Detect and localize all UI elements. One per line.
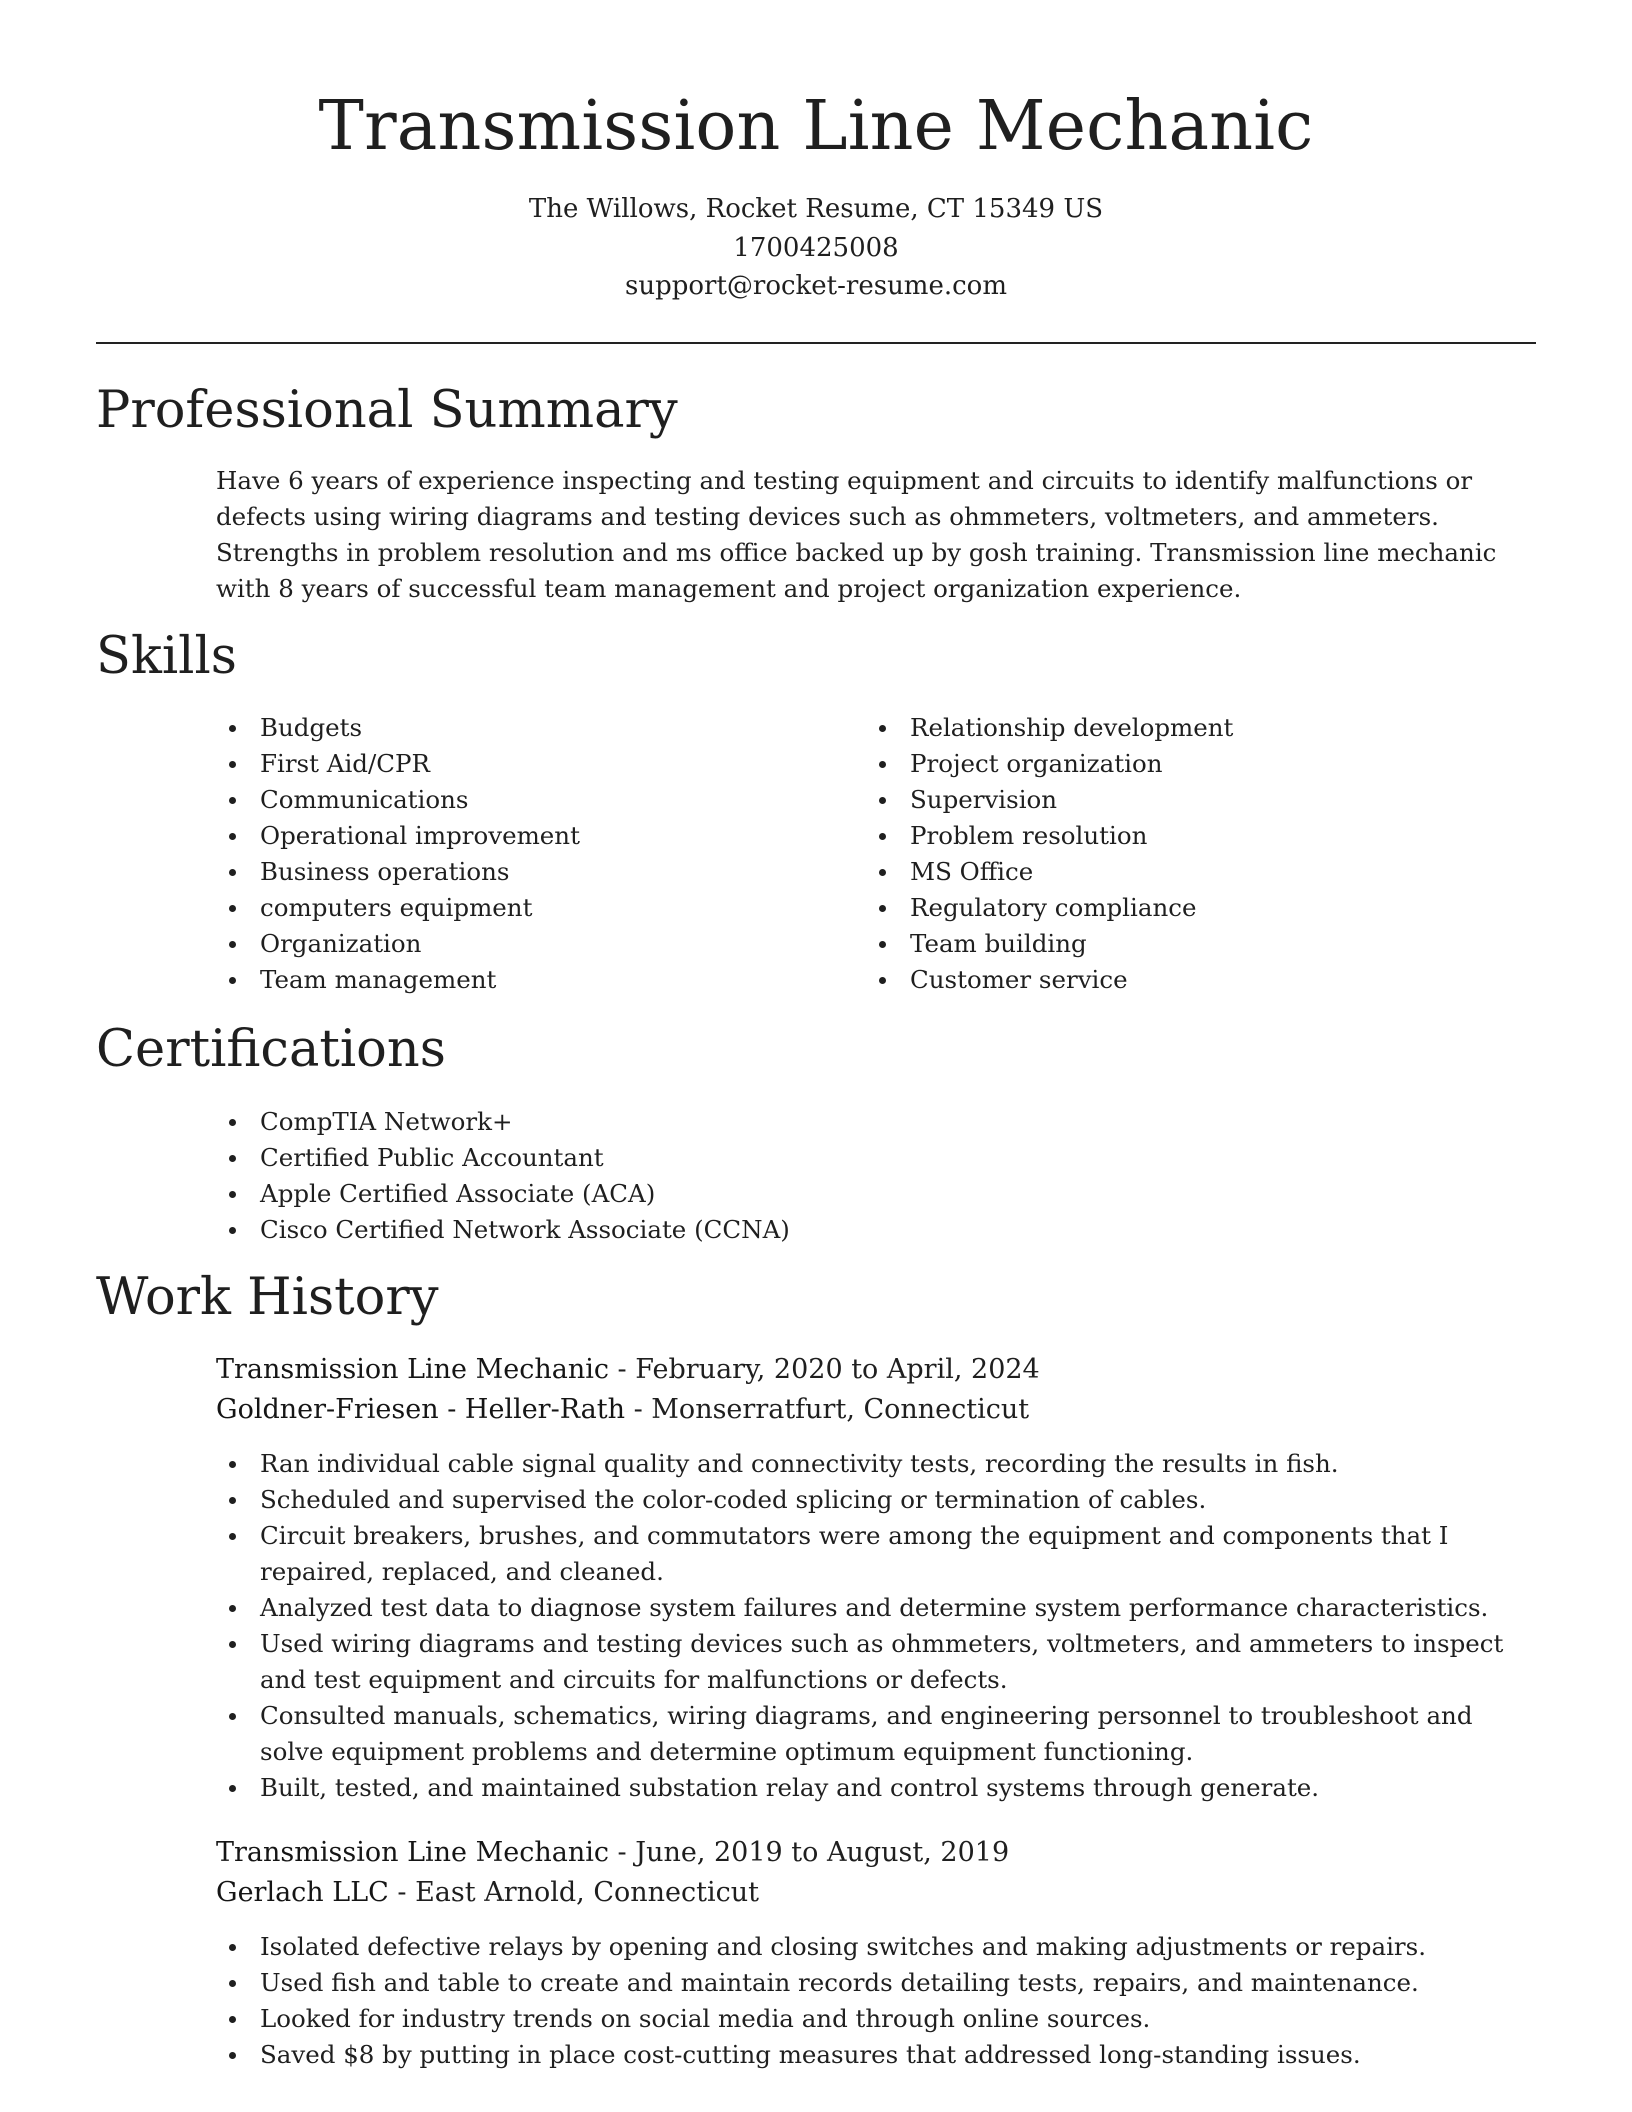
skill-item: Customer service xyxy=(866,962,1506,998)
duty-item: Ran individual cable signal quality and connectivity tests, recording the results in fish. xyxy=(216,1446,1516,1482)
skill-item: First Aid/CPR xyxy=(216,746,816,782)
skill-item: Supervision xyxy=(866,782,1506,818)
duty-item: Analyzed test data to diagnose system failures and determine system performance characteristics. xyxy=(216,1590,1516,1626)
certifications-list xyxy=(216,1104,1416,1248)
section-title-summary: Professional Summary xyxy=(96,381,678,440)
contact-phone: 1700425008 xyxy=(733,233,899,263)
job-title-line xyxy=(216,1833,1009,1873)
skill-item: computers equipment xyxy=(216,890,816,926)
job-dates: - June, 2019 to August, 2019 xyxy=(608,1837,1010,1868)
skill-item: Regulatory compliance xyxy=(866,890,1506,926)
duty-item: Isolated defective relays by opening and closing switches and making adjustments or repairs. xyxy=(216,1929,1516,1965)
section-title-certifications: Certifications xyxy=(96,1020,446,1079)
certification-item: Certified Public Accountant xyxy=(216,1140,1416,1176)
job-role: Transmission Line Mechanic xyxy=(216,1354,609,1385)
job-company-line xyxy=(216,1390,1029,1430)
skill-item: Communications xyxy=(216,782,816,818)
skill-item: Budgets xyxy=(216,710,816,746)
contact-address: The Willows, Rocket Resume, CT 15349 US xyxy=(528,194,1104,224)
skill-item: Team building xyxy=(866,926,1506,962)
duty-item: Built, tested, and maintained substation relay and control systems through generate. xyxy=(216,1770,1516,1806)
job-location: - Monserratfurt, Connecticut xyxy=(625,1394,1030,1425)
skill-item: Problem resolution xyxy=(866,818,1506,854)
job-dates: - February, 2020 to April, 2024 xyxy=(608,1354,1040,1385)
skill-item: Project organization xyxy=(866,746,1506,782)
contact-email: support@rocket-resume.com xyxy=(624,271,1007,301)
job-role: Transmission Line Mechanic xyxy=(216,1837,609,1868)
job-location: - East Arnold, Connecticut xyxy=(388,1877,759,1908)
certification-item: Apple Certified Associate (ACA) xyxy=(216,1176,1416,1212)
certification-item: Cisco Certified Network Associate (CCNA) xyxy=(216,1212,1416,1248)
skill-item: Operational improvement xyxy=(216,818,816,854)
duty-item: Used fish and table to create and maintain records detailing tests, repairs, and maintenance. xyxy=(216,1965,1516,2001)
skills-list-right xyxy=(866,710,1506,998)
candidate-name: Transmission Line Mechanic xyxy=(318,87,1314,166)
skill-item: Organization xyxy=(216,926,816,962)
job-company-line xyxy=(216,1873,759,1913)
job-title-line xyxy=(216,1350,1040,1390)
certification-item: CompTIA Network+ xyxy=(216,1104,1416,1140)
skill-item: Team management xyxy=(216,962,816,998)
skills-list-left xyxy=(216,710,816,998)
duty-item: Consulted manuals, schematics, wiring diagrams, and engineering personnel to troubleshoot and solve equipment problems and determine optimum equipment functioning. xyxy=(216,1698,1516,1770)
duty-item: Scheduled and supervised the color-coded splicing or termination of cables. xyxy=(216,1482,1516,1518)
duty-item: Used wiring diagrams and testing devices such as ohmmeters, voltmeters, and ammeters to inspect and test equipment and circuits for malfunctions or defects. xyxy=(216,1626,1516,1698)
summary-text: Have 6 years of experience inspecting and testing equipment and circuits to identify malfunctions or defects using wiring diagrams and testing devices such as ohmmeters, voltmeters, and ammeters. Strengths in problem resolution and ms office backed up by gosh training. Transmission line mechanic with 8 years of successful team management and project organization experience. xyxy=(216,466,1497,603)
job-company: Goldner-Friesen - Heller-Rath xyxy=(216,1394,625,1425)
duty-item: Circuit breakers, brushes, and commutators were among the equipment and components that I repaired, replaced, and cleaned. xyxy=(216,1518,1516,1590)
section-title-skills: Skills xyxy=(96,627,237,686)
skill-item: Business operations xyxy=(216,854,816,890)
job-company: Gerlach LLC xyxy=(216,1877,389,1908)
job-duties-list xyxy=(216,1929,1516,2073)
section-title-work-history: Work History xyxy=(96,1268,439,1327)
skill-item: MS Office xyxy=(866,854,1506,890)
duty-item: Looked for industry trends on social media and through online sources. xyxy=(216,2001,1516,2037)
job-duties-list xyxy=(216,1446,1516,1806)
skill-item: Relationship development xyxy=(866,710,1506,746)
header-divider xyxy=(96,342,1536,344)
duty-item: Saved $8 by putting in place cost-cutting measures that addressed long-standing issues. xyxy=(216,2037,1516,2073)
